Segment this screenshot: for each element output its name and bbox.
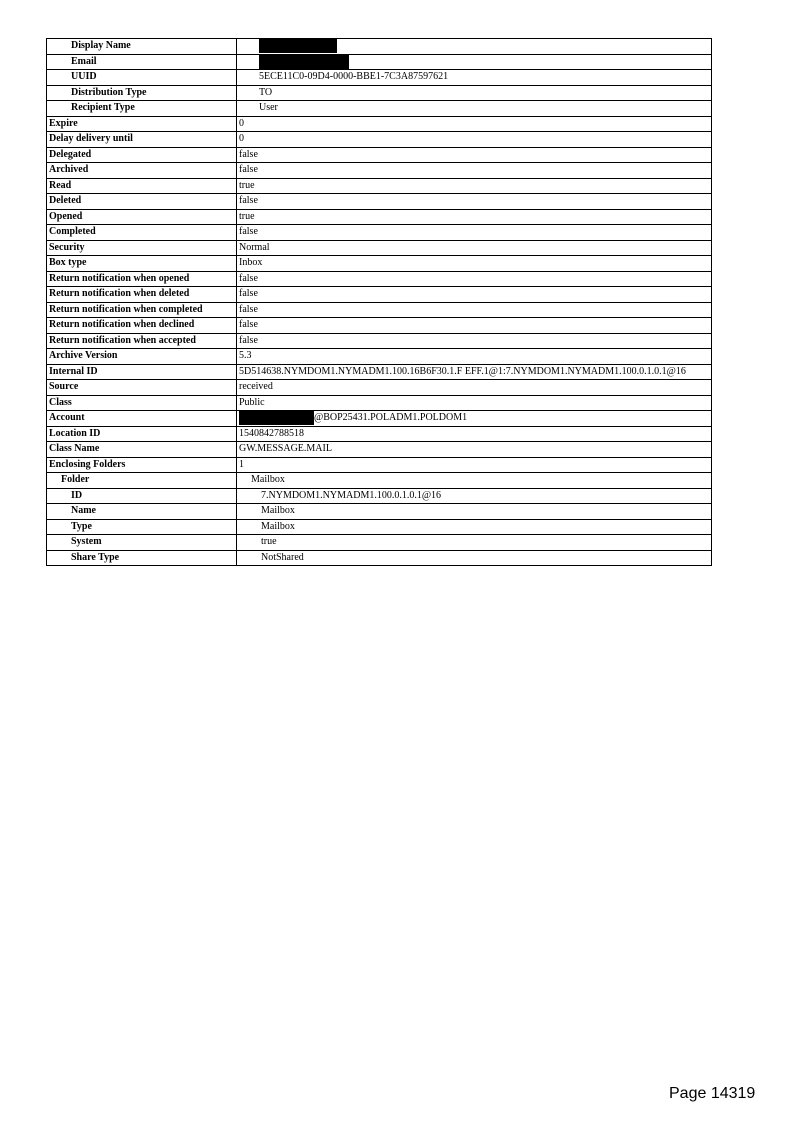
class-value: Public: [237, 395, 712, 411]
email-label: Email: [47, 54, 237, 70]
table-row: [47, 426, 712, 442]
table-row: [47, 178, 712, 194]
folder-system-label: System: [47, 535, 237, 551]
location-id-value: 1540842788518: [237, 426, 712, 442]
read-label: Read: [47, 178, 237, 194]
folder-system-value: true: [237, 535, 712, 551]
page-number: Page 14319: [669, 1085, 756, 1102]
recipient-type-value: User: [237, 101, 712, 117]
rn-opened-value: false: [237, 271, 712, 287]
rn-completed-label: Return notification when completed: [47, 302, 237, 318]
table-row: [47, 256, 712, 272]
internal-id-label: Internal ID: [47, 364, 237, 380]
distribution-type-label: Distribution Type: [47, 85, 237, 101]
table-row: [47, 225, 712, 241]
deleted-value: false: [237, 194, 712, 210]
table-row: [47, 240, 712, 256]
uuid-label: UUID: [47, 70, 237, 86]
table-row: [47, 488, 712, 504]
expire-label: Expire: [47, 116, 237, 132]
class-name-value: GW.MESSAGE.MAIL: [237, 442, 712, 458]
opened-label: Opened: [47, 209, 237, 225]
redaction-block: [239, 411, 314, 425]
table-row: [47, 550, 712, 566]
table-row: [47, 519, 712, 535]
table-row: [47, 116, 712, 132]
table-row: [47, 442, 712, 458]
opened-value: true: [237, 209, 712, 225]
table-row: [47, 380, 712, 396]
completed-value: false: [237, 225, 712, 241]
folder-type-value: Mailbox: [237, 519, 712, 535]
distribution-type-value: TO: [237, 85, 712, 101]
source-value: received: [237, 380, 712, 396]
table-row: [47, 473, 712, 489]
enclosing-folders-label: Enclosing Folders: [47, 457, 237, 473]
properties-table: [46, 38, 712, 566]
class-name-label: Class Name: [47, 442, 237, 458]
deleted-label: Deleted: [47, 194, 237, 210]
folder-label: Folder: [47, 473, 237, 489]
table-row: [47, 457, 712, 473]
email-value: [237, 54, 712, 70]
folder-share-type-value: NotShared: [237, 550, 712, 566]
box-type-label: Box type: [47, 256, 237, 272]
rn-opened-label: Return notification when opened: [47, 271, 237, 287]
recipient-type-label: Recipient Type: [47, 101, 237, 117]
rn-completed-value: false: [237, 302, 712, 318]
enclosing-folders-value: 1: [237, 457, 712, 473]
table-row: [47, 364, 712, 380]
delegated-label: Delegated: [47, 147, 237, 163]
folder-share-type-label: Share Type: [47, 550, 237, 566]
table-row: [47, 395, 712, 411]
folder-value: Mailbox: [237, 473, 712, 489]
rn-declined-value: false: [237, 318, 712, 334]
completed-label: Completed: [47, 225, 237, 241]
expire-value: 0: [237, 116, 712, 132]
display-name-label: Display Name: [47, 39, 237, 55]
delegated-value: false: [237, 147, 712, 163]
folder-id-value: 7.NYMDOM1.NYMADM1.100.0.1.0.1@16: [237, 488, 712, 504]
box-type-value: Inbox: [237, 256, 712, 272]
table-row: [47, 147, 712, 163]
rn-deleted-value: false: [237, 287, 712, 303]
security-label: Security: [47, 240, 237, 256]
location-id-label: Location ID: [47, 426, 237, 442]
delay-delivery-value: 0: [237, 132, 712, 148]
account-label: Account: [47, 411, 237, 427]
display-name-value: [237, 39, 712, 55]
table-row: [47, 535, 712, 551]
table-row: [47, 85, 712, 101]
folder-id-label: ID: [47, 488, 237, 504]
redaction-block: [259, 55, 349, 69]
table-row: [47, 54, 712, 70]
archive-version-value: 5.3: [237, 349, 712, 365]
table-row: [47, 132, 712, 148]
table-row: [47, 70, 712, 86]
delay-delivery-label: Delay delivery until: [47, 132, 237, 148]
table-row: [47, 287, 712, 303]
uuid-value: 5ECE11C0-09D4-0000-BBE1-7C3A87597621: [237, 70, 712, 86]
account-domain: @BOP25431.POLADM1.POLDOM1: [314, 412, 468, 423]
table-row: [47, 194, 712, 210]
rn-accepted-label: Return notification when accepted: [47, 333, 237, 349]
table-row: [47, 101, 712, 117]
table-row: [47, 333, 712, 349]
read-value: true: [237, 178, 712, 194]
archived-value: false: [237, 163, 712, 179]
table-row: [47, 163, 712, 179]
redaction-block: [259, 39, 337, 53]
table-row: [47, 271, 712, 287]
account-value: [237, 411, 712, 427]
rn-deleted-label: Return notification when deleted: [47, 287, 237, 303]
table-row: [47, 209, 712, 225]
folder-name-label: Name: [47, 504, 237, 520]
class-label: Class: [47, 395, 237, 411]
table-row: [47, 411, 712, 427]
security-value: Normal: [237, 240, 712, 256]
source-label: Source: [47, 380, 237, 396]
table-row: [47, 39, 712, 55]
table-row: [47, 504, 712, 520]
table-row: [47, 349, 712, 365]
archived-label: Archived: [47, 163, 237, 179]
archive-version-label: Archive Version: [47, 349, 237, 365]
folder-type-label: Type: [47, 519, 237, 535]
rn-declined-label: Return notification when declined: [47, 318, 237, 334]
rn-accepted-value: false: [237, 333, 712, 349]
table-row: [47, 318, 712, 334]
folder-name-value: Mailbox: [237, 504, 712, 520]
table-row: [47, 302, 712, 318]
internal-id-value: 5D514638.NYMDOM1.NYMADM1.100.16B6F30.1.F EFF.1@1:7.NYMDOM1.NYMADM1.100.0.1.0.1@16: [237, 364, 712, 380]
